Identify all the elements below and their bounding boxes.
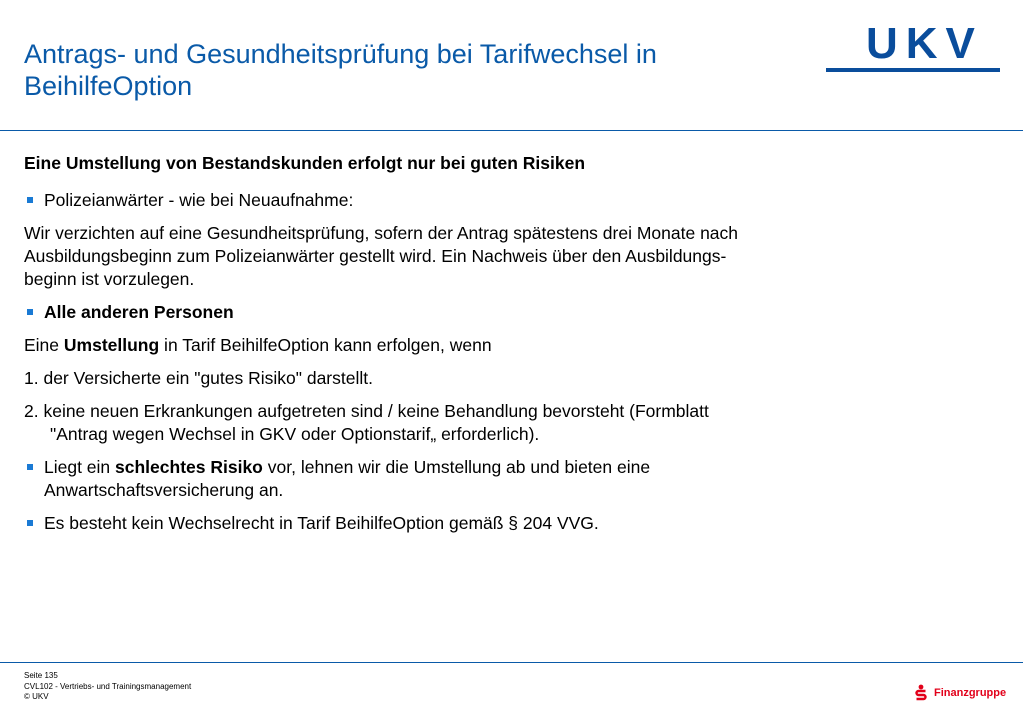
ukv-logo-underline: [826, 68, 1000, 72]
course-label: CVL102 - Vertriebs- und Trainingsmanagement: [24, 681, 192, 691]
sparkasse-logo: [914, 683, 1006, 703]
bullet-alle-anderen: [24, 301, 884, 324]
umstellung-bold: Umstellung: [63, 335, 160, 355]
ukv-logo-text: UKV: [866, 19, 983, 68]
bullet-wechselrecht: Es besteht kein Wechselrecht in Tarif BeihilfeOption gemäß § 204 VVG.: [24, 512, 884, 535]
bullet-schlechtes-risiko: [24, 456, 884, 502]
text-fragment: in Tarif BeihilfeOption kann erfolgen, wenn: [159, 335, 492, 355]
copyright: © UKV: [24, 692, 49, 701]
condition-item-2-line: 2. keine neuen Erkrankungen aufgetreten sind / keine Behandlung bevorsteht (Formblatt: [24, 401, 709, 421]
condition-item-2-line: "Antrag wegen Wechsel in GKV oder Optionstarif„ erforderlich).: [50, 424, 540, 444]
page-number: Seite 135: [24, 671, 58, 680]
bullet-alle-anderen-label: Alle anderen Personen: [44, 302, 234, 322]
schlechtes-risiko-bold: schlechtes Risiko: [115, 457, 263, 477]
paragraph-umstellung: [24, 334, 884, 357]
footer-info: [24, 671, 191, 703]
bullet-polizeianwaerter: Polizeianwärter - wie bei Neuaufnahme:: [24, 189, 884, 212]
slide-content: [24, 152, 884, 535]
sparkasse-s-icon: [914, 684, 928, 702]
text-fragment: Liegt ein: [44, 457, 116, 477]
footer-divider: [0, 662, 1023, 663]
text-fragment: Anwartschaftsversicherung an.: [44, 480, 284, 500]
paragraph-line: Ausbildungsbeginn zum Polizeianwärter gestellt wird. Ein Nachweis über den Ausbildungs-: [24, 246, 727, 266]
condition-item-2: [24, 400, 884, 446]
condition-item-1: 1. der Versicherte ein "gutes Risiko" darstellt.: [24, 368, 373, 388]
lead-heading: Eine Umstellung von Bestandskunden erfolgt nur bei guten Risiken: [24, 153, 586, 173]
ukv-logo: [826, 19, 1000, 76]
text-fragment: vor, lehnen wir die Umstellung ab und bieten eine: [262, 457, 651, 477]
paragraph-gesundheitspruefung: [24, 222, 884, 291]
text-fragment: Eine: [24, 335, 64, 355]
paragraph-line: Wir verzichten auf eine Gesundheitsprüfung, sofern der Antrag spätestens drei Monate nach: [24, 223, 739, 243]
title-divider: [0, 130, 1023, 131]
slide-title: Antrags- und Gesundheitsprüfung bei Tarifwechsel in BeihilfeOption: [24, 39, 657, 102]
paragraph-line: beginn ist vorzulegen.: [24, 269, 195, 289]
finanzgruppe-label: Finanzgruppe: [934, 687, 1007, 699]
